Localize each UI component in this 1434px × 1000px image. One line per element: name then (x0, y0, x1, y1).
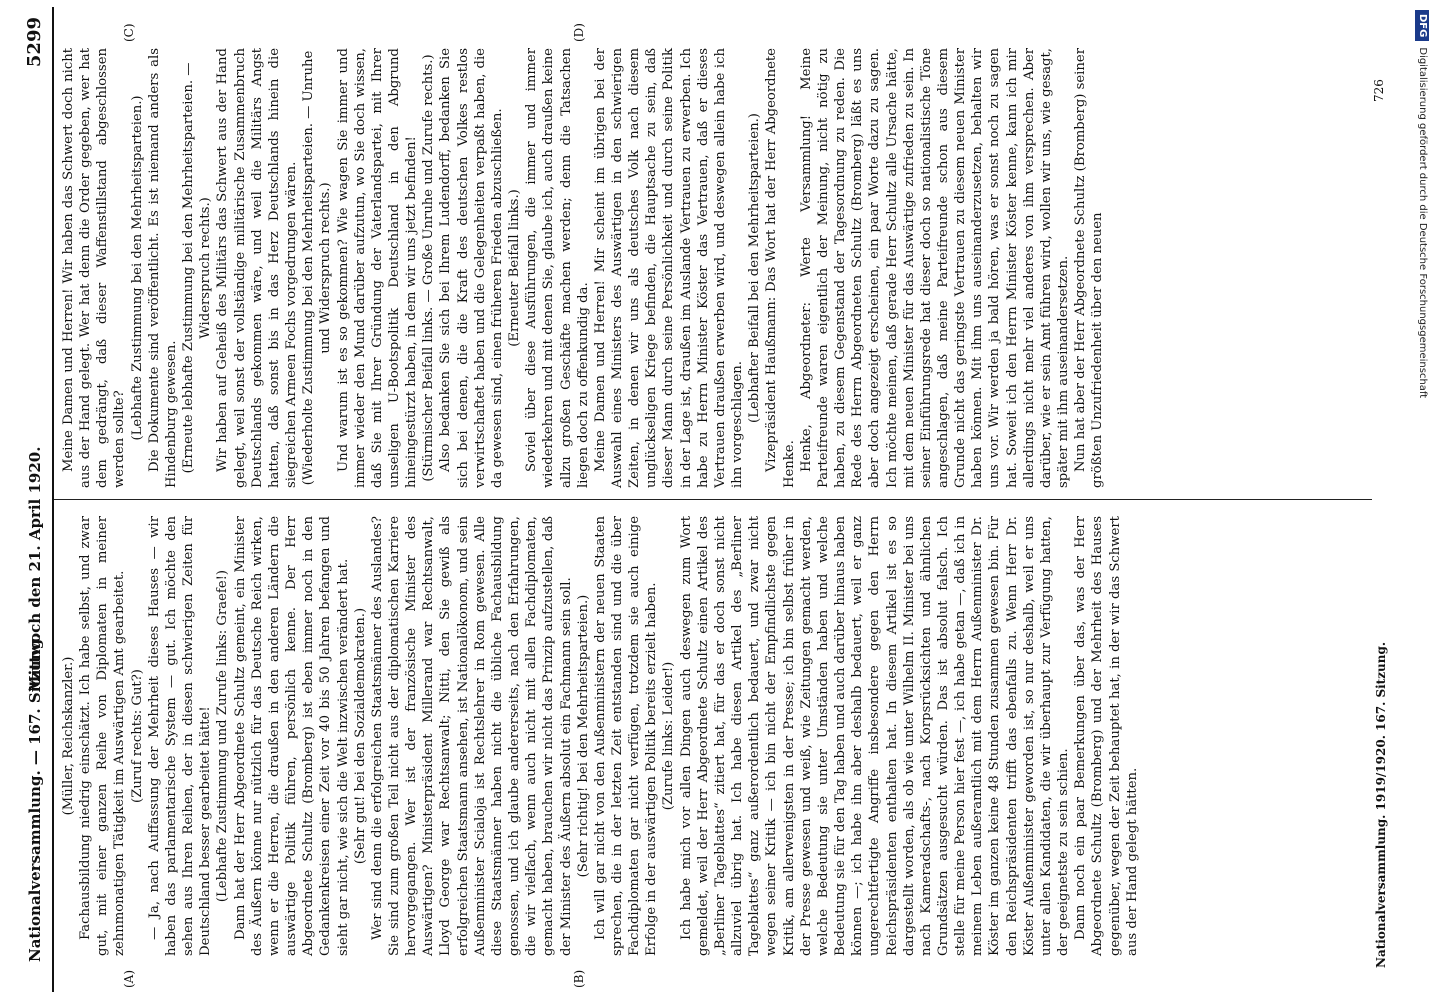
digitization-text: Digitalisierung gefördert durch die Deutsche Forschungsgemeinschaft (1417, 47, 1428, 399)
right-column-paragraph: (Stürmischer Beifall links. — Große Unruhe und Zurufe rechts.) (421, 54, 437, 482)
dfg-logo: DFG (1415, 10, 1429, 41)
right-column-paragraph: Also bedanken Sie sich bei Ihrem Ludendorff, bedanken Sie sich bei denen, die die Kraft des deutschen Volkes restlos verwirtschaftet haben und die Gelegenheiten verpaßt haben, die da gewesen sind, einen früheren Frieden abzuschließen. (438, 48, 505, 488)
left-column-paragraph: (Zurufe links: Leider!) (661, 661, 677, 811)
left-column-paragraph: Ich habe mich vor allen Dingen auch deswegen zum Wort gemeldet, weil der Herr Abgeordnete Schultz einen Artikel des „Berliner Tageblattes“ zitiert hat, für das er doch sonst nicht allzuviel übrig hat. Ich habe diesen Artikel des „Berliner Tageblattes“ ganz außerordentlich bedauert, und zwar nicht wegen seiner Kritik — ich bin nicht der Empfindlichste gegen Kritik, am allerwenigsten in der Presse; ich bin selbst früher in der Presse gewesen und weiß, wie Zeitungen gemacht werden, welche Bedeutung sie unter Umständen haben und welche Bedeutung sie für den Tag haben und auch darüber hinaus haben können —; ich habe ihn aber deshalb bedauert, weil er ganz ungerechtfertigte Angriffe insbesondere gegen den Herrn Reichspräsidenten enthalten hat. In diesem Artikel ist es so dargestellt worden, als ob wie unter Wilhelm II. Minister bei uns nach Kameradschafts-, nach Korpsrücksichten und ähnlichen Grundsätzen ausgesucht würden. Das ist absolut falsch. Ich stelle für meine Person hier fest —, ich habe getan —, daß ich in meinem Leben außeramtlich mit dem Herrn Außenminister Dr. Köster im ganzen keine 48 Stunden zusammen gewesen bin. Für den Reichspräsidenten trifft das ebenfalls zu. Wenn Herr Dr. Köster Außenminister geworden ist, so nur deshalb, weil er uns unter allen Kandidaten, die wir überhaupt zur Verfügung hatten, der geeignetste zu sein schien. (678, 516, 1072, 956)
column-rule (54, 499, 1372, 500)
digitization-note (1412, 10, 1432, 990)
page-number: 5299 (24, 17, 45, 68)
right-column-paragraph: Die Dokumente sind veröffentlicht. Es ist niemand anders als Hindenburg gewesen. (146, 48, 179, 488)
right-column-paragraph: Meine Damen und Herren! Mir scheint im übrigen bei der Auswahl eines Ministers des Auswärtigen in den schwierigen Zeiten, in denen wir uns als deutsches Volk nach diesem unglückseligen Kriege befinden, die Hauptsache zu sein, daß dieser Mann durch seine Persönlichkeit und durch seine Politik in der Lage ist, draußen im Auslande Vertrauen zu erwerben. Ich habe zu Herrn Minister Köster das Vertrauen, daß er dieses Vertrauen draußen erwerben wird, und deswegen allein habe ich ihn vorgeschlagen. (592, 48, 746, 488)
left-column-paragraph: (Zuruf rechts: Gut?) (129, 669, 145, 803)
right-column-paragraph: Und warum ist es so gekommen? Wie wagen Sie immer und immer wieder den Mund darüber aufzutun, wo Sie doch wissen, daß Sie mit Ihrer Gründung der Vaterlandspartei, mit Ihrer unseligen U-Bootspolitik Deutschland in den Abgrund hineingestürzt haben, in dem wir uns jetzt befinden! (335, 48, 420, 488)
margin-mark-a: (A) (122, 969, 136, 988)
right-column (60, 48, 1107, 488)
left-column (60, 516, 1141, 956)
right-column-paragraph: (Wiederholte Zustimmung bei den Mehrheitsparteien. — Unruhe und Widerspruch rechts.) (301, 50, 334, 486)
page-header (12, 7, 54, 992)
right-column-paragraph: (Lebhafter Beifall bei den Mehrheitsparteien.) (747, 113, 763, 423)
right-column-paragraph: Soviel über diese Ausführungen, die immer und immer wiederkehren und mit denen Sie, glaube ich, auch draußen keine allzu großen Geschäfte machen werden; denn die Tatsachen liegen doch zu offenkundig da. (524, 48, 591, 488)
left-column-paragraph: (Müller, Reichskanzler.) (61, 656, 76, 816)
right-column-paragraph: Vizepräsident Haußmann: Das Wort hat der Herr Abgeordnete Henke. (764, 48, 797, 488)
right-column-paragraph: (Erneute lebhafte Zustimmung bei den Mehrheitsparteien. — Widerspruch rechts.) (181, 62, 214, 474)
left-column-paragraph: — Ja, nach Auffassung der Mehrheit dieses Hauses — wir haben das parlamentarische System — gut. Ich möchte den sehen aus Ihren Reihen, der in diesen schwierigen Zeiten für Deutschland besser gearbeitet hätte! (146, 516, 214, 956)
left-column-paragraph: Wer sind denn die erfolgreichen Staatsmänner des Auslandes? Sie sind zum großen Teil nicht aus der diplomatischen Karriere hervorgegangen. Wer ist der französische Minister des Auswärtigen? Ministerpräsident Millerand war Rechtsanwalt, Lloyd George war Rechtsanwalt; Nitti, den Sie gewiß als erfolgreichen Staatsmann ansehen, ist Nationalökonom, und sein Außenminister Scialoja ist Rechtslehrer in Rom gewesen. Alle diese Staatsmänner haben nicht die übliche Fachausbildung genossen, und ich glaube andererseits, nach den Erfahrungen, die wir vielfach, wenn auch nicht mit allen Fachdiplomaten, gemacht haben, brauchen wir nicht das Prinzip aufzustellen, daß der Minister des Äußern absolut ein Fachmann sein soll. (369, 516, 574, 956)
left-column-paragraph: (Sehr richtig! bei den Mehrheitsparteien.) (575, 594, 591, 878)
left-column-paragraph: (Sehr gut! bei den Sozialdemokraten.) (352, 607, 368, 865)
header-date: Mittwoch den 21. April 1920. (26, 446, 44, 692)
header-left: Nationalversammlung. — 167. Sitzung. (26, 633, 44, 962)
margin-mark-b: (B) (572, 969, 586, 988)
right-column-paragraph: Meine Damen und Herren! Wir haben das Schwert doch nicht aus der Hand gelegt. Wer hat denn die Order gegeben, wer hat dem gedrängt, daß dieser Waffenstillstand abgeschlossen werden sollte? (61, 48, 128, 488)
margin-mark-d: (D) (572, 23, 586, 42)
left-column-paragraph: Fachausbildung niedrig einschätzt. Ich habe selbst, und zwar gut, mit einer ganzen Reihe von Diplomaten in meiner zehnmonatigen Tätigkeit im Auswärtigen Amt gearbeitet. (78, 516, 128, 956)
left-column-paragraph: Dann hat der Herr Abgeordnete Schultz gemeint, ein Minister des Äußern könne nur nützlich für das Deutsche Reich wirken, wenn er die Herren, die draußen in den anderen Ländern die auswärtige Politik führen, persönlich kenne. Der Herr Abgeordnete Schultz (Bromberg) ist eben immer noch in den Gedankenkreisen einer Zeit vor 40 bis 50 Jahren befangen und sieht gar nicht, wie sich die Welt inzwischen verändert hat. (232, 516, 351, 956)
right-column-paragraph: Nun hat aber der Herr Abgeordnete Schultz (Bromberg) seiner größten Unzufriedenheit über den neuen (1073, 48, 1106, 488)
footer-number: 726 (1372, 79, 1386, 102)
left-column-paragraph: Ich will gar nicht von den Außenministern der neuen Staaten sprechen, die in der letzten Zeit entstanden sind und die über Fachdiplomaten gar nicht verfügen, trotzdem sie auch einige Erfolge in der auswärtigen Politik bereits erzielt haben. (592, 516, 660, 956)
left-column-paragraph: (Lebhafte Zustimmung und Zurufe links: Graefe!) (215, 569, 231, 903)
right-column-paragraph: Wir haben auf Geheiß des Militärs das Schwert aus der Hand gelegt, weil sonst der vollständige militärische Zusammenbruch Deutschlands gekommen wäre, und weil die Militärs Angst hatten, daß sonst bis in das Herz Deutschlands hinein die siegreichen Armeen Fochs vorgedrungen wären. (215, 48, 300, 488)
footer-left: Nationalversammlung. 1919/1920. 167. Sitzung. (1374, 641, 1388, 968)
right-column-paragraph: (Erneuter Beifall links.) (507, 189, 523, 347)
right-column-paragraph: Henke, Abgeordneter: Werte Versammlung! Meine Parteifreunde waren eigentlich der Meinung, nicht nötig zu haben, zu diesem Gegenstand der Tagesordnung zu reden. Die Rede des Herrn Abgeordneten Schultz (Bromberg) läßt es uns aber doch angezeigt erscheinen, ein paar Worte dazu zu sagen. Ich möchte meinen, daß gerade Herr Schultz alle Ursache hätte, mit dem neuen Minister für das Auswärtige zufrieden zu sein. In seiner Einführungsrede hat dieser doch so nationalistische Töne angeschlagen, daß meine Parteifreunde schon aus diesem Grunde nicht das geringste Vertrauen zu diesem neuen Minister haben können. Mit ihm uns auseinanderzusetzen, behalten wir uns vor. Wir werden ja bald hören, was er sonst noch zu sagen hat. Soweit ich den Herrn Minister Köster kenne, kann ich mir allerdings nicht mehr viel anderes von ihm versprechen. Aber darüber, wie er sein Amt führen wird, wollen wir uns, wie gesagt, später mit ihm auseinandersetzen. (798, 48, 1072, 488)
right-column-paragraph: (Lebhafte Zustimmung bei den Mehrheitsparteien.) (129, 95, 145, 441)
left-column-paragraph: Dann noch ein paar Bemerkungen über das, was der Herr Abgeordnete Schultz (Bromberg) und der Mehrheit des Hauses gegenüber, wegen der Zeit behauptet hat, in der wir das Schwert aus der Hand gelegt hätten. (1073, 516, 1140, 956)
newspaper-sheet (12, 7, 1392, 992)
margin-mark-c: (C) (122, 23, 136, 42)
